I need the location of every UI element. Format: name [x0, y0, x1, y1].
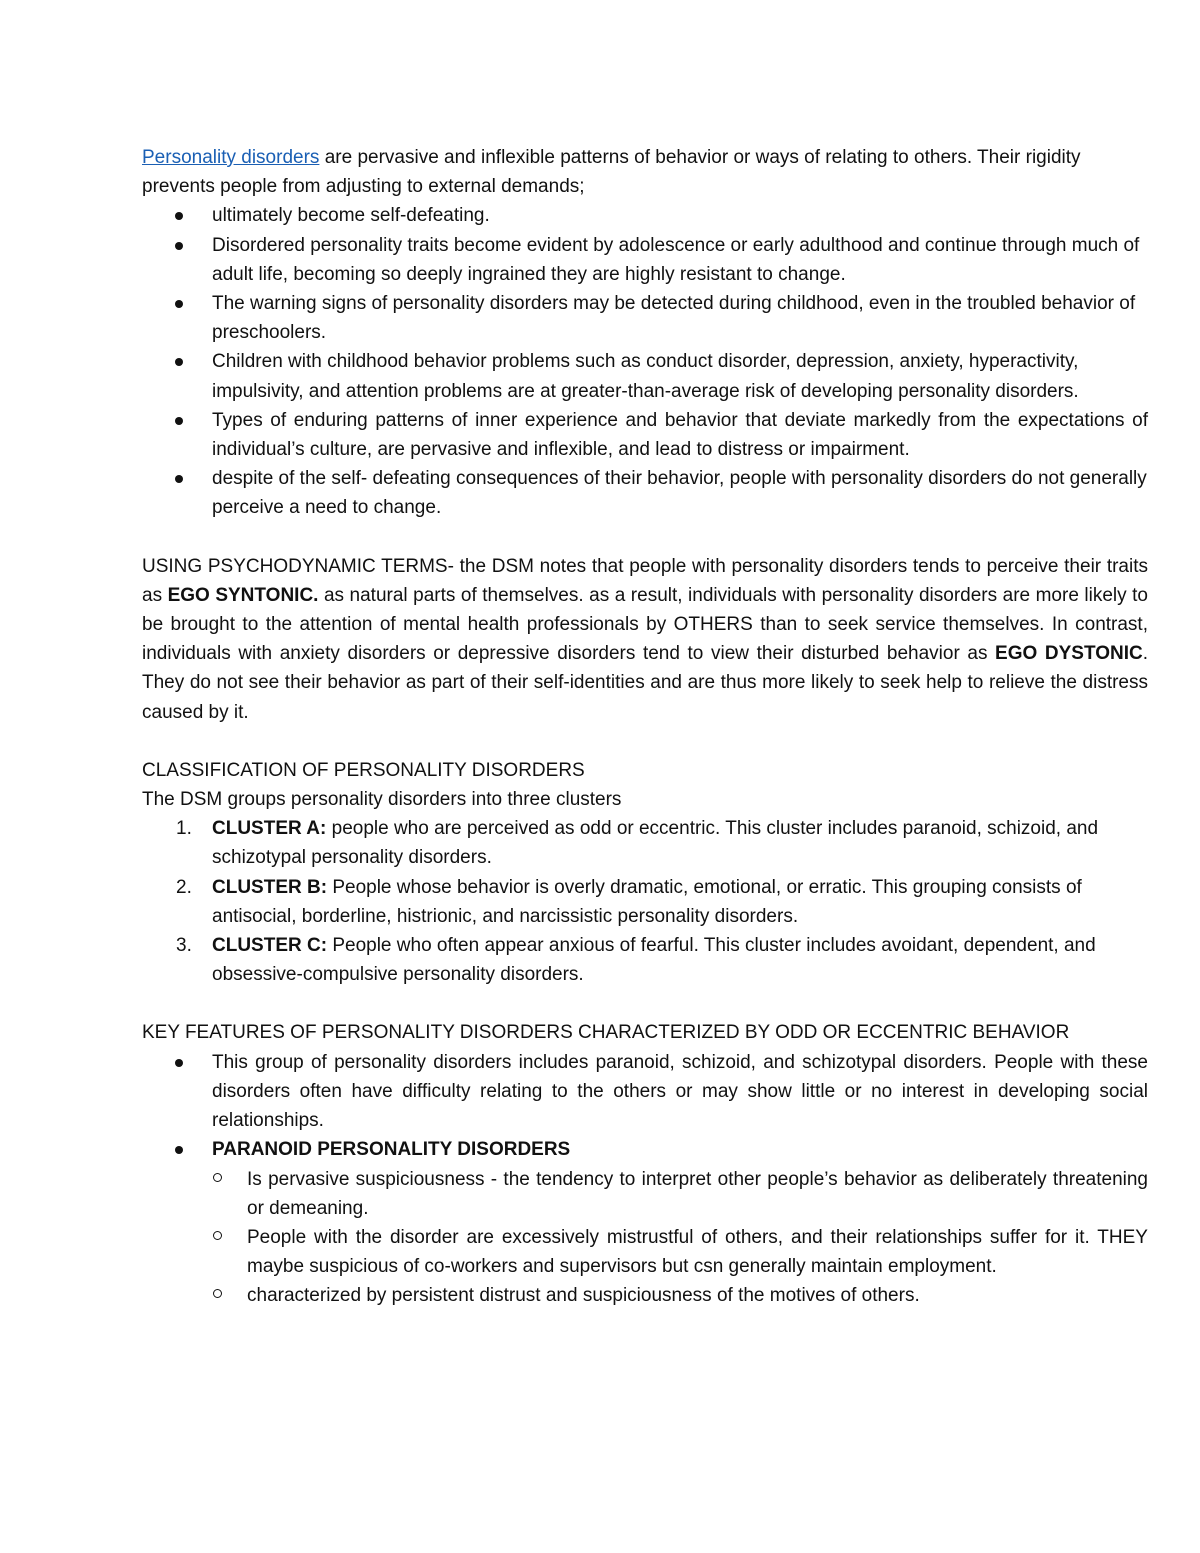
hollow-bullet-icon: [213, 1289, 222, 1298]
bullet-icon: [175, 300, 183, 308]
list-item: despite of the self- defeating consequences of their behavior, people with personality disorders do not generally perceive a need to change.: [142, 464, 1148, 522]
intro-text: are pervasive and inflexible patterns of behavior or ways of relating to others. Their rigidity prevents people from adjusting to external demands;: [142, 147, 1081, 198]
intro-paragraph: [142, 143, 1148, 201]
key-features-heading: KEY FEATURES OF PERSONALITY DISORDERS CHARACTERIZED BY ODD OR ECCENTRIC BEHAVIOR: [142, 1022, 1070, 1044]
bullet-icon: [175, 1059, 183, 1067]
intro-bullet-list: [142, 201, 1148, 522]
personality-disorders-link[interactable]: Personality disorders: [142, 147, 320, 168]
list-item: Children with childhood behavior problems such as conduct disorder, depression, anxiety, hyperactivity, impulsivity, and attention problems are at greater-than-average risk of developing personality disorders.: [142, 347, 1148, 405]
bullet-icon: [175, 417, 183, 425]
list-item: Is pervasive suspiciousness - the tendency to interpret other people’s behavior as deliberately threatening or demeaning.: [177, 1165, 1148, 1223]
classification-subheading: The DSM groups personality disorders into three clusters: [142, 789, 622, 811]
bullet-icon: [175, 475, 183, 483]
list-item: characterized by persistent distrust and suspiciousness of the motives of others.: [177, 1281, 1148, 1310]
bullet-icon: [175, 242, 183, 250]
ego-dystonic-term: EGO DYSTONIC: [995, 643, 1143, 665]
paranoid-sub-list: [177, 1165, 1148, 1311]
list-item: 1. CLUSTER A: people who are perceived as odd or eccentric. This cluster includes paranoid, schizoid, and schizotypal personality disorders.: [176, 818, 1099, 869]
cluster-label: CLUSTER B:: [212, 876, 328, 898]
list-item: People with the disorder are excessively mistrustful of others, and their relationships suffer for it. THEY maybe suspicious of co-workers and supervisors but csn generally maintain employment.: [177, 1223, 1148, 1281]
psychodynamic-paragraph: USING PSYCHODYNAMIC TERMS- the DSM notes that people with personality disorders tends to perceive their traits as EGO SYNTONIC. as natural parts of themselves. as a result, individuals with personality disorders are more likely to be brought to the attention of mental health professionals by OTHERS than to seek service themselves. In contrast, individuals with anxiety disorders or depressive disorders tend to view their disturbed behavior as EGO DYSTONIC. They do not see their behavior as part of their self-identities and are thus more likely to seek help to relieve the distress caused by it.: [142, 555, 1148, 723]
key-features-list: [142, 1048, 1148, 1165]
list-item: The warning signs of personality disorders may be detected during childhood, even in the troubled behavior of preschoolers.: [142, 289, 1148, 347]
bullet-icon: [175, 358, 183, 366]
cluster-label: CLUSTER A:: [212, 818, 327, 840]
list-item: Disordered personality traits become evident by adolescence or early adulthood and continue through much of adult life, becoming so deeply ingrained they are highly resistant to change.: [142, 231, 1148, 289]
ego-syntonic-term: EGO SYNTONIC.: [167, 584, 319, 606]
cluster-list: [142, 814, 1148, 989]
list-item: [142, 1135, 1148, 1164]
list-item: ultimately become self-defeating.: [142, 201, 1148, 230]
bullet-icon: [175, 1146, 183, 1154]
list-item: 3. CLUSTER C: People who often appear anxious of fearful. This cluster includes avoidant, dependent, and obsessive-compulsive personality disorders.: [176, 935, 1096, 986]
hollow-bullet-icon: [213, 1231, 222, 1240]
classification-heading: CLASSIFICATION OF PERSONALITY DISORDERS: [142, 759, 585, 781]
hollow-bullet-icon: [213, 1173, 222, 1182]
list-item: 2. CLUSTER B: People whose behavior is overly dramatic, emotional, or erratic. This grouping consists of antisocial, borderline, histrionic, and narcissistic personality disorders.: [176, 876, 1082, 927]
list-item: Types of enduring patterns of inner experience and behavior that deviate markedly from the expectations of individual’s culture, are pervasive and inflexible, and lead to distress or impairment.: [142, 406, 1148, 464]
paranoid-heading: PARANOID PERSONALITY DISORDERS: [212, 1139, 571, 1161]
bullet-icon: [175, 212, 183, 220]
list-item: This group of personality disorders includes paranoid, schizoid, and schizotypal disorders. People with these disorders often have difficulty relating to the others or may show little or no interest in developing social relationships.: [142, 1048, 1148, 1136]
cluster-label: CLUSTER C:: [212, 935, 328, 957]
